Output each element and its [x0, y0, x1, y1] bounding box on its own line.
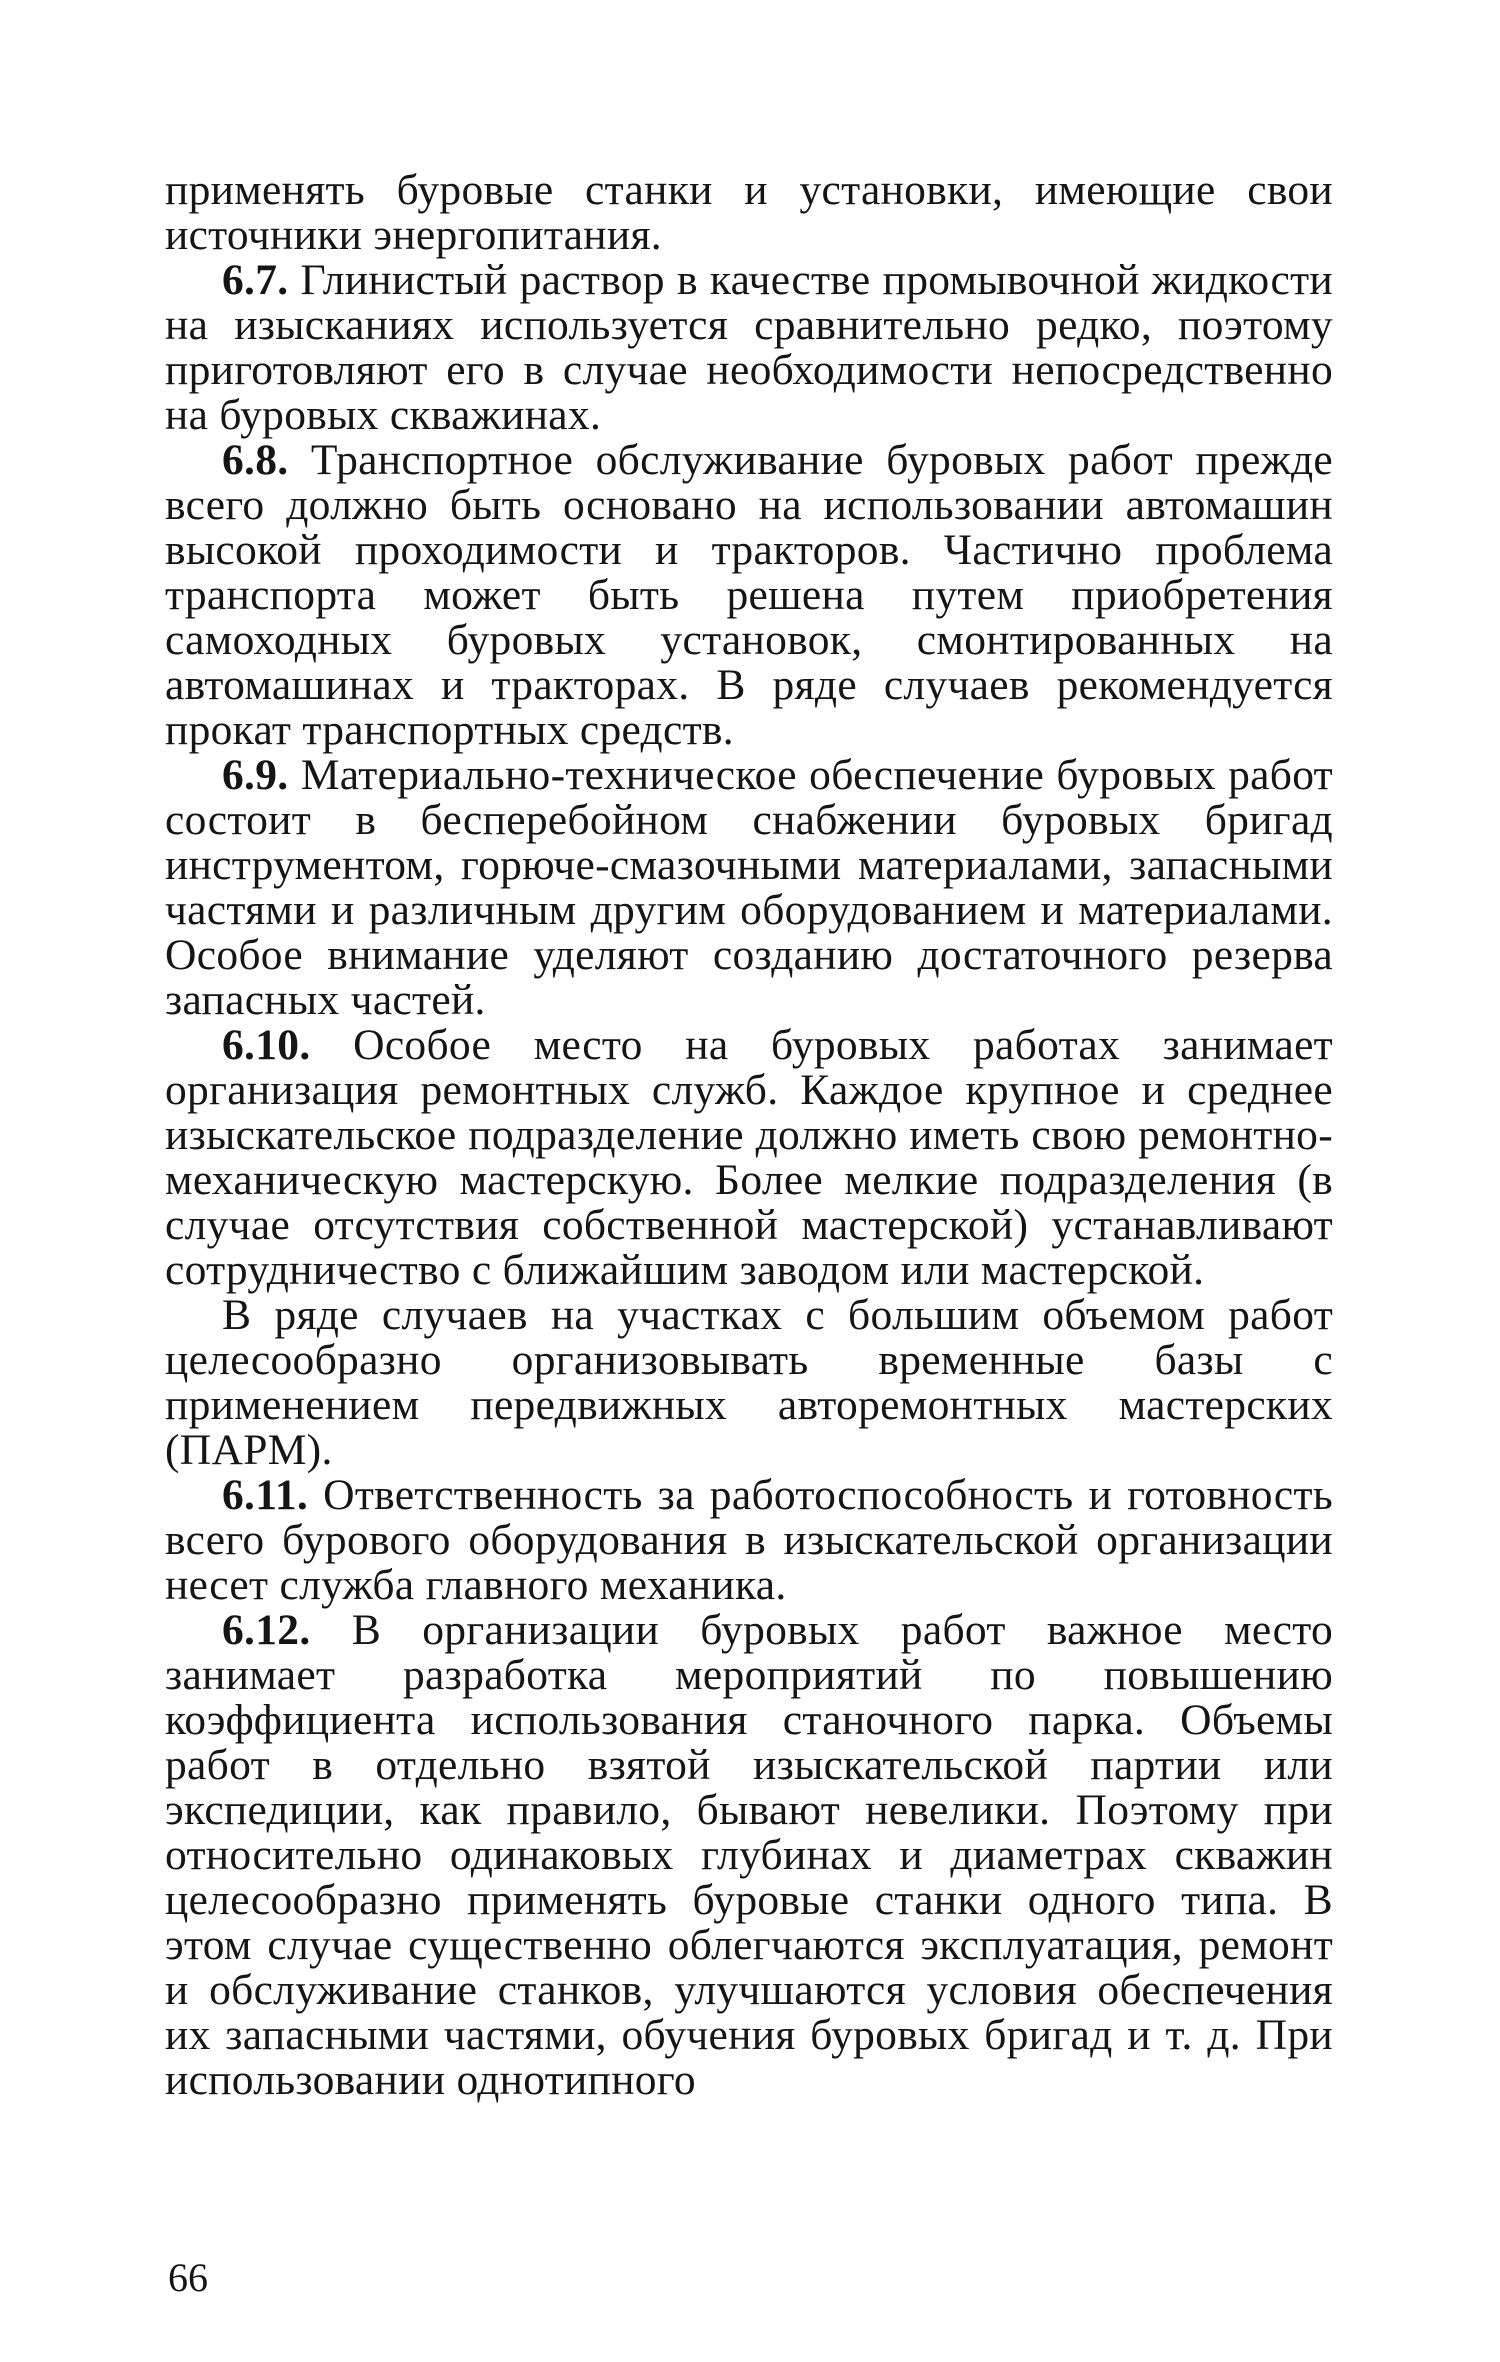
paragraph-6-11: [165, 1473, 1333, 1608]
paragraph-text: Особое место на буровых работах занимает организация ремонтных служб. Каждое крупное и среднее изыскательское подразделение должно иметь свою ремонтно-механическую мастерскую. Более мелкие подразделения (в случае отсутствия собственной мастерской) устанавливают сотрудничество с ближайшим заводом или мастерской.: [165, 1021, 1333, 1294]
paragraph-text: Ответственность за работоспособность и готовность всего бурового оборудования в изыскательской организации несет служба главного механика.: [165, 1471, 1333, 1609]
paragraph-text: В организации буровых работ важное место занимает разработка мероприятий по повышению коэффициента использования станочного парка. Объемы работ в отдельно взятой изыскательской партии или экспедиции, как правило, бывают невелики. Поэтому при относительно одинаковых глубинах и диаметрах скважин целесообразно применять буровые станки одного типа. В этом случае существенно облегчаются эксплуатация, ремонт и обслуживание станков, улучшаются условия обеспечения их запасными частями, обучения буровых бригад и т. д. При использовании однотипного: [165, 1606, 1333, 2104]
paragraph-text: Материально-техническое обеспечение буровых работ состоит в бесперебойном снабжении буровых бригад инструментом, горюче-смазочными материалами, запасными частями и различным другим оборудованием и материалами. Особое внимание уделяют созданию достаточного резерва запасных частей.: [165, 751, 1333, 1024]
page-number: 66: [168, 2255, 208, 2300]
section-number: 6.11.: [222, 1471, 309, 1519]
paragraph-6-12: [165, 1608, 1333, 2103]
section-number: 6.7.: [222, 256, 289, 304]
paragraph-6-7: [165, 258, 1333, 438]
paragraph-text: Глинистый раствор в качестве промывочной жидкости на изысканиях используется сравнительно редко, поэтому приготовляют его в случае необходимости непосредственно на буровых скважинах.: [165, 256, 1333, 439]
paragraph-text: В ряде случаев на участках с большим объемом работ целесообразно организовывать временные базы с применением передвижных авторемонтных мастерских (ПАРМ).: [165, 1291, 1333, 1474]
section-number: 6.12.: [222, 1606, 311, 1654]
paragraph-text: применять буровые станки и установки, имеющие свои источники энергопитания.: [165, 166, 1333, 259]
paragraph-text: Транспортное обслуживание буровых работ прежде всего должно быть основано на использовании автомашин высокой проходимости и тракторов. Частично проблема транспорта может быть решена путем приобретения самоходных буровых установок, смонтированных на автомашинах и тракторах. В ряде случаев рекомендуется прокат транспортных средств.: [165, 436, 1333, 754]
section-number: 6.8.: [222, 436, 289, 484]
paragraph-continuation: [165, 168, 1333, 258]
paragraph-6-10: [165, 1023, 1333, 1293]
section-number: 6.10.: [222, 1021, 311, 1069]
paragraph-6-9: [165, 753, 1333, 1023]
page-body: [165, 168, 1333, 2103]
paragraph-parm: [165, 1293, 1333, 1473]
paragraph-6-8: [165, 438, 1333, 753]
section-number: 6.9.: [222, 751, 289, 799]
